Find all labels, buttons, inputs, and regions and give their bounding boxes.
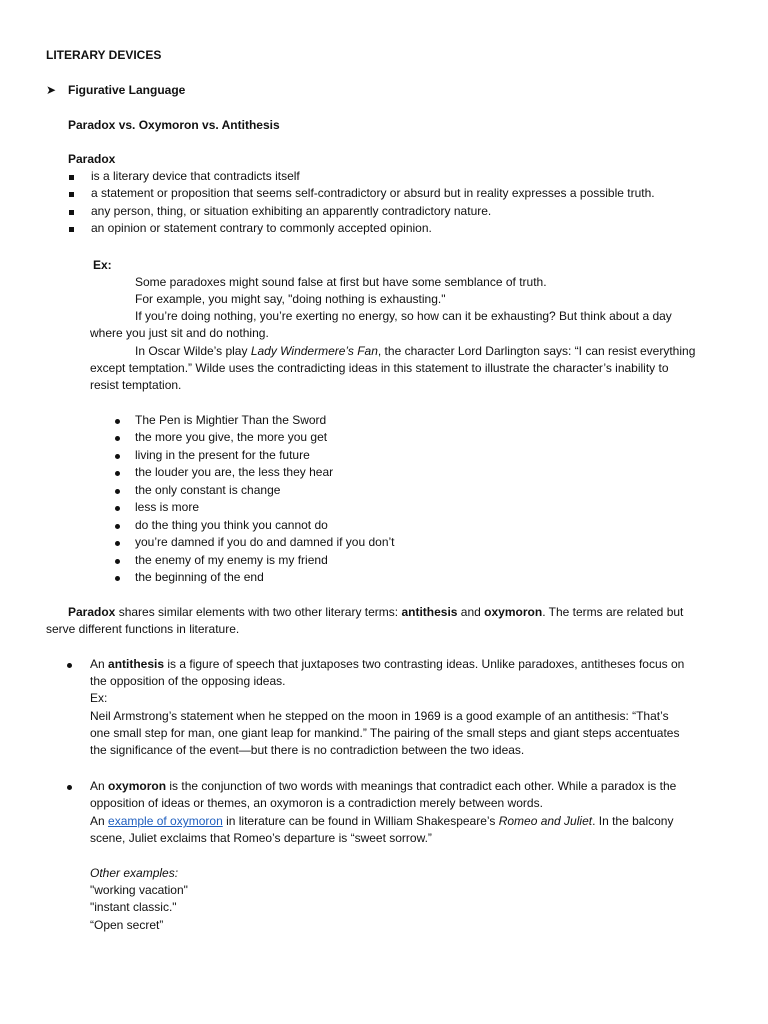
shares-text: shares similar elements with two other literary terms: — [115, 605, 402, 619]
bullet-icon — [115, 524, 120, 529]
other-example: “Open secret” — [90, 918, 164, 932]
bullet-icon — [115, 436, 120, 441]
term-antithesis: antithesis — [108, 657, 165, 671]
square-bullet-icon — [69, 175, 74, 180]
shares-line-2: serve different functions in literature. — [46, 622, 240, 636]
square-bullet-icon — [69, 227, 74, 232]
wilde-post: , the character Lord Darlington says: “I can resist everything — [377, 344, 696, 358]
definition-item: is a literary device that contradicts itself — [91, 169, 300, 183]
example-item: the more you give, the more you get — [135, 430, 328, 444]
example-item: you’re damned if you do and damned if you don’t — [135, 535, 395, 549]
square-bullet-icon — [69, 192, 74, 197]
bullet-icon — [115, 489, 120, 494]
example-of-oxymoron-link[interactable]: example of oxymoron — [108, 814, 223, 828]
antithesis-line-1 — [90, 656, 684, 673]
oxymoron-text: is the conjunction of two words with meanings that contradict each other. While a paradox is the — [166, 779, 677, 793]
oxymoron-line-3 — [90, 813, 673, 830]
ex-line: where you just sit and do nothing. — [90, 326, 269, 340]
bullet-icon — [67, 663, 72, 668]
antithesis-ex-label: Ex: — [90, 691, 108, 705]
other-example: "working vacation" — [90, 883, 188, 897]
bullet-icon — [67, 785, 72, 790]
wilde-line — [135, 343, 695, 360]
term-paradox: Paradox — [68, 605, 116, 619]
other-example: "instant classic." — [90, 900, 177, 914]
wilde-line-3: resist temptation. — [90, 378, 182, 392]
paradox-heading: Paradox — [68, 152, 116, 166]
example-item: less is more — [135, 500, 200, 514]
example-item: the beginning of the end — [135, 570, 264, 584]
example-item: The Pen is Mightier Than the Sword — [135, 413, 327, 427]
section-heading: Figurative Language — [68, 83, 186, 97]
shares-paragraph — [68, 604, 683, 621]
example-item: the louder you are, the less they hear — [135, 465, 334, 479]
antithesis-line: the opposition of the opposing ideas. — [90, 674, 286, 688]
doc-title: LITERARY DEVICES — [46, 48, 162, 62]
antithesis-line: Neil Armstrong’s statement when he stepped on the moon in 1969 is a good example of an antithesis: “That’s — [90, 709, 669, 723]
oxymoron-text: . In the balcony — [592, 814, 674, 828]
bullet-icon — [115, 559, 120, 564]
shares-text: and — [457, 605, 485, 619]
example-item: living in the present for the future — [135, 448, 310, 462]
antithesis-line: the significance of the event—but there is no contradiction between the two ideas. — [90, 743, 525, 757]
oxymoron-text: An — [90, 814, 109, 828]
other-examples-label: Other examples: — [90, 866, 179, 880]
oxymoron-line-1 — [90, 778, 676, 795]
wilde-line-2: except temptation.” Wilde uses the contradicting ideas in this statement to illustrate the character’s inability to — [90, 361, 669, 375]
shares-text: . The terms are related but — [542, 605, 684, 619]
oxymoron-text: in literature can be found in William Shakespeare’s — [222, 814, 499, 828]
definition-item: any person, thing, or situation exhibiting an apparently contradictory nature. — [91, 204, 492, 218]
wilde-pre: In Oscar Wilde’s play — [135, 344, 251, 358]
arrow-bullet-icon: ➤ — [46, 83, 57, 97]
definition-item: a statement or proposition that seems self-contradictory or absurd but in reality expresses a possible truth. — [91, 186, 655, 200]
term-oxymoron: oxymoron — [108, 779, 167, 793]
example-item: the only constant is change — [135, 483, 281, 497]
bullet-icon — [115, 576, 120, 581]
term-antithesis: antithesis — [401, 605, 458, 619]
bullet-icon — [115, 454, 120, 459]
square-bullet-icon — [69, 210, 74, 215]
oxymoron-line: opposition of ideas or themes, an oxymoron is a contradiction merely between words. — [90, 796, 543, 810]
play-title: Romeo and Juliet — [498, 814, 593, 828]
ex-line: If you’re doing nothing, you’re exerting no energy, so how can it be exhausting? But think about a day — [135, 309, 672, 323]
bullet-icon — [115, 506, 120, 511]
example-item: the enemy of my enemy is my friend — [135, 553, 328, 567]
bullet-icon — [115, 541, 120, 546]
subtitle: Paradox vs. Oxymoron vs. Antithesis — [68, 118, 280, 132]
example-item: do the thing you think you cannot do — [135, 518, 328, 532]
oxymoron-line: scene, Juliet exclaims that Romeo’s departure is “sweet sorrow.” — [90, 831, 432, 845]
bullet-icon — [115, 471, 120, 476]
term-oxymoron: oxymoron — [484, 605, 543, 619]
wilde-play-title: Lady Windermere’s Fan — [250, 344, 378, 358]
antithesis-text: is a figure of speech that juxtaposes two contrasting ideas. Unlike paradoxes, antitheses focus on — [164, 657, 685, 671]
ex-line: Some paradoxes might sound false at first but have some semblance of truth. — [135, 275, 547, 289]
oxymoron-text: An — [90, 779, 109, 793]
ex-line: For example, you might say, "doing nothing is exhausting." — [135, 292, 446, 306]
bullet-icon — [115, 419, 120, 424]
definition-item: an opinion or statement contrary to commonly accepted opinion. — [91, 221, 432, 235]
antithesis-text: An — [90, 657, 109, 671]
ex-label: Ex: — [93, 258, 112, 272]
antithesis-line: one small step for man, one giant leap for mankind.” The pairing of the small steps and giant steps accentuates — [90, 726, 680, 740]
